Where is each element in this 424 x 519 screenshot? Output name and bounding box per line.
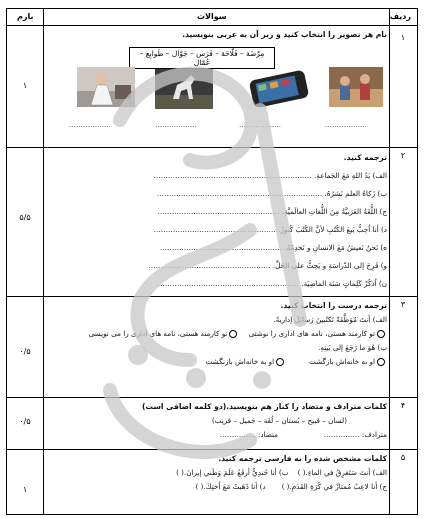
question-score: ۰/۵ [19, 347, 31, 356]
mobile-phone-icon [245, 67, 311, 107]
option-text: او به خانه‌اش بازگشت [309, 357, 375, 366]
question-3 [37, 299, 387, 369]
translate-item: د) أنا اُحِبُّ بَيعَ الكُتُبِ لأنَّ الكُتُبَ كُنوزٌ. …………………………………………… [153, 225, 387, 234]
radio-option[interactable] [229, 330, 237, 338]
question-2 [37, 149, 387, 293]
question-title: ترجمه کنید. [343, 153, 387, 162]
header-row [7, 9, 417, 26]
radio-option[interactable] [377, 358, 385, 366]
questions-header: سوالات [197, 12, 227, 21]
row-separator [7, 449, 417, 450]
item-a: الف) أنتَ سَتَغرِقُ في الماءِ.( ) [297, 468, 387, 477]
item-a-label: الف) أنتَ مُوَظَّفَةٌ تَكتُبينَ رَسائِلَ إداريةً. [273, 315, 387, 324]
option-text: تو کارمند هستی، نامه های اداری را نوشتی [248, 329, 375, 338]
item-b: ب) أنا جُندِيٌّ أرفَعُ عَلَمَ وَطَني إيرانَ.( ) [176, 468, 289, 477]
horse-photo-icon [155, 69, 213, 109]
question-number: ۱ [400, 33, 406, 42]
question-title: نام هر تصویر را انتخاب کنید و زیر آن به عربی بنویسید. [182, 30, 387, 39]
question-5 [37, 452, 387, 494]
row-column-divider [389, 9, 390, 514]
question-1 [47, 29, 387, 41]
radio-option[interactable] [377, 330, 385, 338]
translate-item: ب) زَكاةُ العلم نَشرُهُ. …………………………………………………………… [156, 189, 387, 198]
row-header: ردیف [389, 12, 411, 21]
translate-item: و) فَرِحَ إلى الدّراسَةِ و يَحِثُّ على الحَلِّ. …………………………………………… [148, 261, 387, 270]
translate-item: ج) اللُّغَةُ العَرَبيَّةُ مِنَ اللُّغاتِ العالَميَّةِ. …………………………………………… [157, 207, 387, 216]
question-score: ۵/۵ [19, 213, 31, 222]
question-score: ۰/۵ [19, 417, 31, 426]
option-text: تو کارمند هستی، نامه های اداری را می نویسی [88, 329, 228, 338]
question-title: کلمات مترادف و متضاد را کنار هم بنویسید.(دو کلمه اضافی است) [141, 402, 387, 411]
option-text: او به خانه‌اش بازنگشت [205, 357, 275, 366]
question-number: ۴ [400, 401, 406, 410]
antonym-label: متضاد: [257, 430, 278, 439]
answer-blank: ……………… [155, 121, 197, 129]
translate-item: الف) يَدُ اللهِ مَعَ الجَماعةِ. ………………………………………………………… [153, 171, 387, 180]
row-separator [7, 147, 417, 148]
translate-item: ه) نَحنُ نَعيشُ مَعَ الانسانِ و نَخدِمُهُ. …………………………………………… [159, 243, 387, 252]
question-number: ۲ [400, 151, 406, 160]
radio-option[interactable] [276, 358, 284, 366]
answer-blank: …………… [219, 430, 256, 439]
question-4 [37, 400, 387, 442]
workers-photo-icon [329, 67, 383, 107]
answer-blank: ……………… [325, 121, 367, 129]
exam-sheet [6, 8, 418, 515]
question-title: کلمات مشخص شده را به فارسی ترجمه کنید. [218, 454, 387, 463]
question-score: ۱ [22, 81, 28, 90]
question-score: ۱ [22, 485, 28, 494]
question-title: ترجمه درست را انتخاب کنید. [280, 301, 387, 310]
item-b-label: ب) هُوَ ما رَجَعَ إلى بَيتِهِ. [318, 343, 387, 352]
synonym-label: مترادف: [361, 430, 387, 439]
item-d: د) أنا ذَهَبتُ مَعَ اُختِكَ.( ) [195, 482, 266, 491]
score-header: بارم [17, 12, 34, 21]
answer-blank: ……………… [239, 121, 281, 129]
word-list: (لسان – قبیح – بُستان – لُغَة – جَمیل – قریب) [211, 416, 347, 425]
answer-blank: …………… [323, 430, 360, 439]
item-c: ج) أنا لاعِبٌ مُمتازٌ في كُرَةِ القَدَمِ.( ) [281, 482, 387, 491]
question-number: ۳ [400, 300, 406, 309]
question-number: ۵ [400, 453, 406, 462]
word-bank: مِرْضَة – فَلّاحَة – فَرَس – جَوّال – طَوابِع – عُمّال [129, 47, 275, 69]
row-separator [7, 296, 417, 297]
nurse-photo-icon [77, 67, 135, 107]
translate-item: ن) اُذكُرْ كَلِماتٍ سَنَة الماضِيَة. …………………………………………………… [155, 279, 387, 288]
answer-blank: ……………… [69, 121, 111, 129]
row-separator [7, 397, 417, 398]
